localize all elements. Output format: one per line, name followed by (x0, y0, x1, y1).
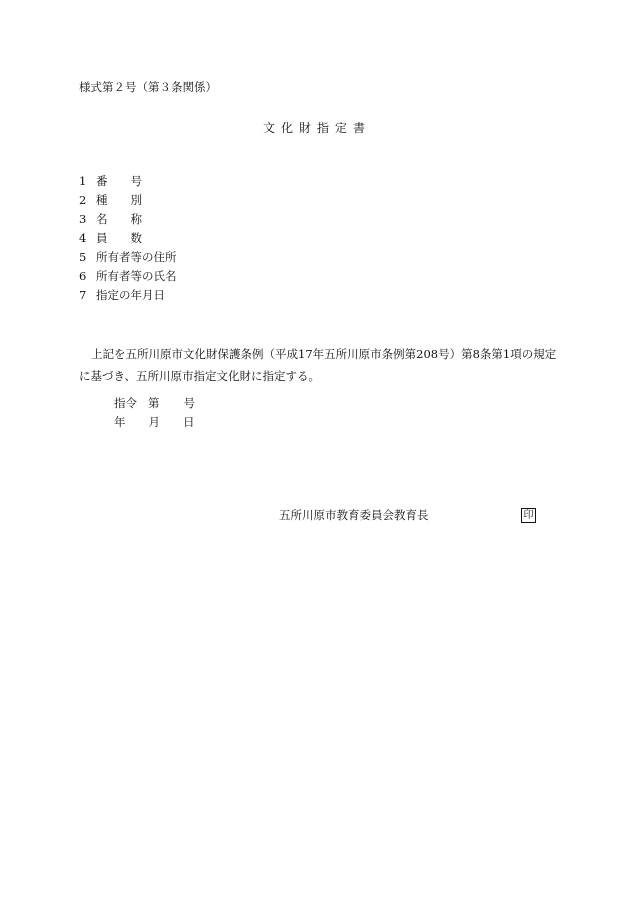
item-number: 2 (79, 193, 87, 207)
item-label (96, 176, 142, 188)
issuer-name: 五所川原市教育委員会教育長 (279, 508, 429, 522)
statement-line: に基づき、五所川原市指定文化財に指定する。 (79, 369, 321, 383)
item-number: 6 (79, 269, 87, 283)
item-number: 4 (79, 231, 87, 245)
document-title: 文化財指定書 (263, 121, 372, 135)
item-label: 所有者等の氏名 (96, 269, 177, 283)
item-number: 5 (79, 250, 87, 264)
date-day: 日 (183, 415, 195, 429)
item-label (96, 233, 142, 245)
item-label-part: 番 (96, 174, 108, 188)
item-label-part: 名 (96, 212, 108, 226)
item-number: 3 (79, 212, 87, 226)
item-label-part: 称 (130, 212, 142, 226)
item-number: 7 (79, 288, 87, 302)
item-label (96, 214, 142, 226)
form-number: 様式第２号（第３条関係） (79, 80, 217, 94)
order-go: 号 (183, 396, 195, 410)
item-label: 所有者等の住所 (96, 250, 177, 264)
item-label: 指定の年月日 (96, 288, 165, 302)
designation-statement (79, 343, 557, 387)
item-label-part: 種 (96, 193, 108, 207)
item-label-part: 別 (130, 193, 142, 207)
item-label-part: 数 (130, 231, 142, 245)
item-label (96, 195, 142, 207)
date-year: 年 (114, 415, 126, 429)
order-label: 指令 (114, 396, 137, 410)
statement-line: 上記を五所川原市文化財保護条例（平成17年五所川原市条例第208号）第8条第1項の規定 (91, 347, 557, 361)
item-number: 1 (79, 174, 87, 188)
issue-date (114, 417, 195, 429)
seal-mark: 印 (521, 508, 536, 523)
item-label-part: 員 (96, 231, 108, 245)
date-month: 月 (148, 415, 160, 429)
order-number (114, 398, 195, 410)
item-label-part: 号 (130, 174, 142, 188)
order-dai: 第 (148, 396, 160, 410)
